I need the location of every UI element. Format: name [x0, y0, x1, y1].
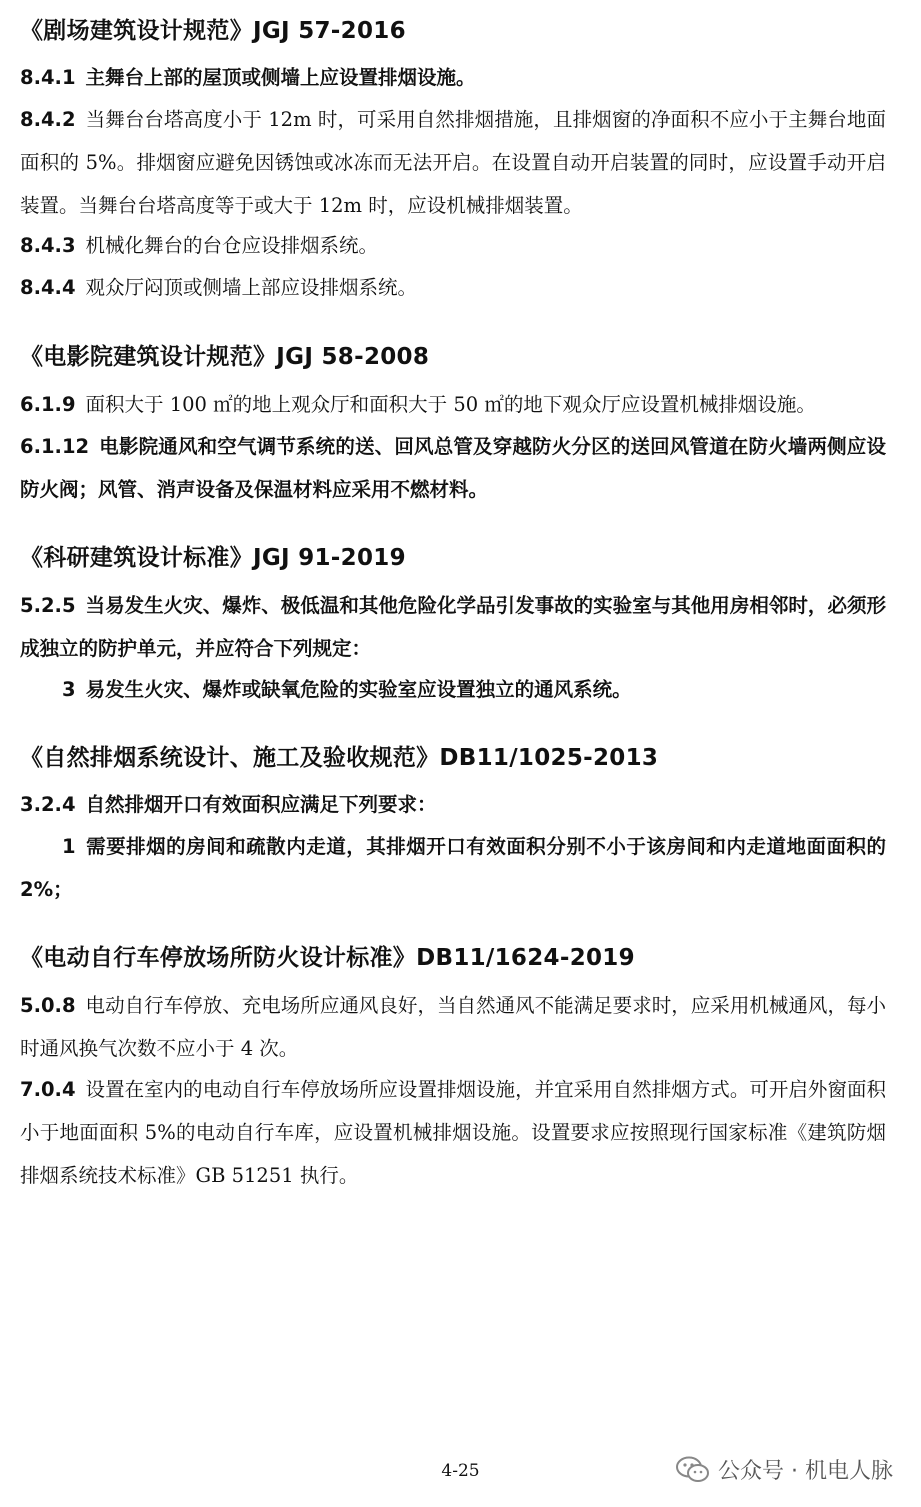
clause-6-1-12: [20, 426, 886, 512]
clause-8-4-4: [20, 267, 886, 310]
clause-5-2-5-item-3: [20, 669, 886, 712]
clause-6-1-9: [20, 384, 886, 427]
clause-number: 6.1.12: [20, 435, 90, 458]
section-title-ebike: 《电动自行车停放场所防火设计标准》DB11/1624-2019: [20, 945, 635, 971]
clause-text: 面积大于 100 ㎡的地上观众厅和面积大于 50 ㎡的地下观众厅应设置机械排烟设施。: [85, 393, 816, 416]
clause-number: 7.0.4: [20, 1078, 76, 1101]
clause-number: 8.4.4: [20, 276, 76, 299]
watermark-text: 公众号 · 机电人脉: [718, 1459, 893, 1484]
clause-5-0-8: [20, 985, 886, 1071]
clause-text: 电动自行车停放、充电场所应通风良好，当自然通风不能满足要求时，应采用机械通风，每小时通风换气次数不应小于 4 次。: [20, 994, 886, 1060]
clause-7-0-4: [20, 1069, 886, 1198]
watermark: [676, 1454, 893, 1485]
clause-text: 设置在室内的电动自行车停放场所应设置排烟设施，并宜采用自然排烟方式。可开启外窗面积小于地面面积 5%的电动自行车库，应设置机械排烟设施。设置要求应按照现行国家标准《建筑防烟排烟系统技术标准》GB 51251 执行。: [20, 1078, 886, 1187]
clause-text: 易发生火灾、爆炸或缺氧危险的实验室应设置独立的通风系统。: [85, 678, 632, 701]
clause-3-2-4-item-1: [20, 826, 886, 912]
clause-number: 8.4.2: [20, 108, 76, 131]
page-number: 4-25: [441, 1461, 480, 1481]
clause-text: 当舞台台塔高度小于 12m 时，可采用自然排烟措施，且排烟窗的净面积不应小于主舞台地面面积的 5%。排烟窗应避免因锈蚀或冰冻而无法开启。在设置自动开启装置的同时，应设置手动开启装置。当舞台台塔高度等于或大于 12m 时，应设机械排烟装置。: [20, 108, 886, 217]
clause-text: 当易发生火灾、爆炸、极低温和其他危险化学品引发事故的实验室与其他用房相邻时，必须形成独立的防护单元，并应符合下列规定：: [20, 594, 886, 660]
clause-text: 机械化舞台的台仓应设排烟系统。: [85, 234, 379, 257]
clause-text: 观众厅闷顶或侧墙上部应设排烟系统。: [85, 276, 418, 299]
clause-text: 主舞台上部的屋顶或侧墙上应设置排烟设施。: [85, 66, 476, 89]
section-title-natural-smoke: 《自然排烟系统设计、施工及验收规范》DB11/1025-2013: [20, 745, 659, 771]
clause-5-2-5: [20, 585, 886, 671]
clause-text: 自然排烟开口有效面积应满足下列要求：: [85, 793, 437, 816]
clause-number: 3: [62, 678, 76, 701]
section-title-cinema: 《电影院建筑设计规范》JGJ 58-2008: [20, 344, 430, 370]
clause-number: 3.2.4: [20, 793, 76, 816]
clause-number: 5.2.5: [20, 594, 76, 617]
clause-text: 电影院通风和空气调节系统的送、回风总管及穿越防火分区的送回风管道在防火墙两侧应设防火阀；风管、消声设备及保温材料应采用不燃材料。: [20, 435, 886, 501]
section-title-theater: 《剧场建筑设计规范》JGJ 57-2016: [20, 18, 406, 44]
wechat-icon: [676, 1456, 710, 1484]
clause-number: 6.1.9: [20, 393, 76, 416]
clause-number: 8.4.1: [20, 66, 76, 89]
clause-number: 5.0.8: [20, 994, 76, 1017]
clause-text: 需要排烟的房间和疏散内走道，其排烟开口有效面积分别不小于该房间和内走道地面面积的 2%；: [20, 835, 886, 901]
clause-8-4-2: [20, 99, 886, 228]
section-title-research: 《科研建筑设计标准》JGJ 91-2019: [20, 545, 406, 571]
clause-8-4-1: [20, 57, 886, 100]
clause-number: 1: [62, 835, 76, 858]
clause-3-2-4: [20, 784, 886, 827]
clause-8-4-3: [20, 225, 886, 268]
clause-number: 8.4.3: [20, 234, 76, 257]
